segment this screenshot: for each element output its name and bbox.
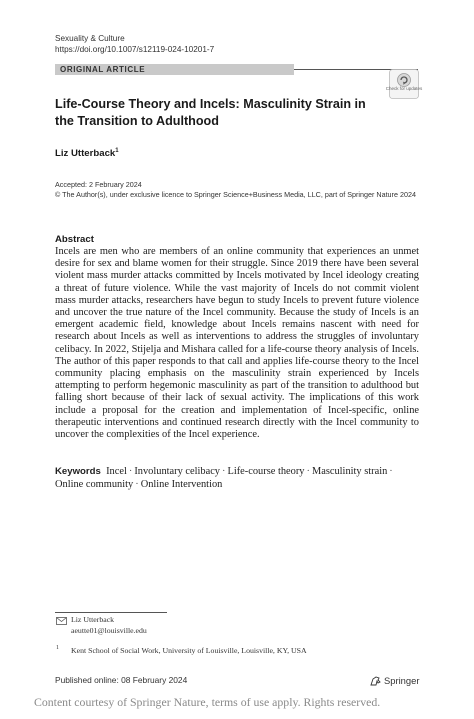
envelope-icon[interactable] [56,617,67,625]
keyword: Life-course theory [227,466,305,477]
abstract-text: Incels are men who are members of an online community that experiences an unmet desire for sex and blame women for their struggle. Since 2019 there have been several violent mass murder attacks committed by Incels motivated by Incel ideology creating a threat of future violence. While the vast majority of Incels do not commit violent mass murder attacks, researchers have begun to study Incels to prevent future violence and uncover the true nature of the Incel community. Because the study of Incels is an emergent academic field, knowledge about Incels remains nascent with need for research about Incels as well as interventions to address the struggles of involuntary celibacy. In 2022, Stijelja and Mishara called for a life-course theory analysis of Incels. The author of this paper responds to that call and applies life-course theory to the Incel community placing emphasis on the masculinity strain experienced by Incels attempting to perform hegemonic masculinity as part of the transition to adulthood but falling short because of their lack of sexual activity. The implications of this work include a proposal for the creation and implementation of Incel-specific, online therapeutic interventions and continued research directly with the Incel community to uncover the complexities of the Incel experience. [55,246,419,441]
corresponding-author-email[interactable]: aeutte01@louisville.edu [71,626,147,635]
accepted-date: Accepted: 2 February 2024 [55,180,142,189]
affiliation-text: Kent School of Social Work, University of Louisville, Louisville, KY, USA [71,646,307,655]
doi-link[interactable]: https://doi.org/10.1007/s12119-024-10201-7 [55,45,215,54]
keyword: Masculinity strain [311,466,388,477]
journal-name: Sexuality & Culture [55,34,125,43]
keyword: Incel [106,466,127,477]
published-online-date: Published online: 08 February 2024 [55,675,188,685]
springer-logo-text: Springer [384,675,420,686]
affiliation-mark: 1 [56,645,59,651]
keyword: Involuntary celibacy [134,466,220,477]
article-title: Life-Course Theory and Incels: Masculinity Strain in the Transition to Adulthood [55,97,366,128]
keyword-separator: · [128,466,133,477]
keyword-separator: · [306,466,310,477]
keywords-section [55,465,419,491]
corresponding-author-name: Liz Utterback [71,615,115,624]
courtesy-notice: Content courtesy of Springer Nature, terms of use apply. Rights reserved. [34,695,381,709]
abstract-heading: Abstract [55,234,94,245]
keyword-separator: · [135,479,139,490]
article-type-label: ORIGINAL ARTICLE [60,65,146,74]
journal-header [55,33,214,55]
keywords-label: Keywords [55,466,101,477]
copyright-notice: © The Author(s), under exclusive licence to Springer Science+Business Media, LLC, part of Springer Nature 2024 [55,190,416,199]
keyword-separator: · [389,466,393,477]
author-line [55,148,119,159]
check-for-updates-label[interactable]: Check for updates [385,86,423,91]
keyword: Online community [55,479,134,490]
footnote-rule [55,612,167,613]
check-for-updates-icon[interactable] [389,69,419,99]
author-name[interactable]: Liz Utterback [55,148,116,160]
keyword-separator: · [222,466,226,477]
author-affiliation-mark: 1 [115,148,119,154]
keyword: Online Intervention [140,479,223,490]
